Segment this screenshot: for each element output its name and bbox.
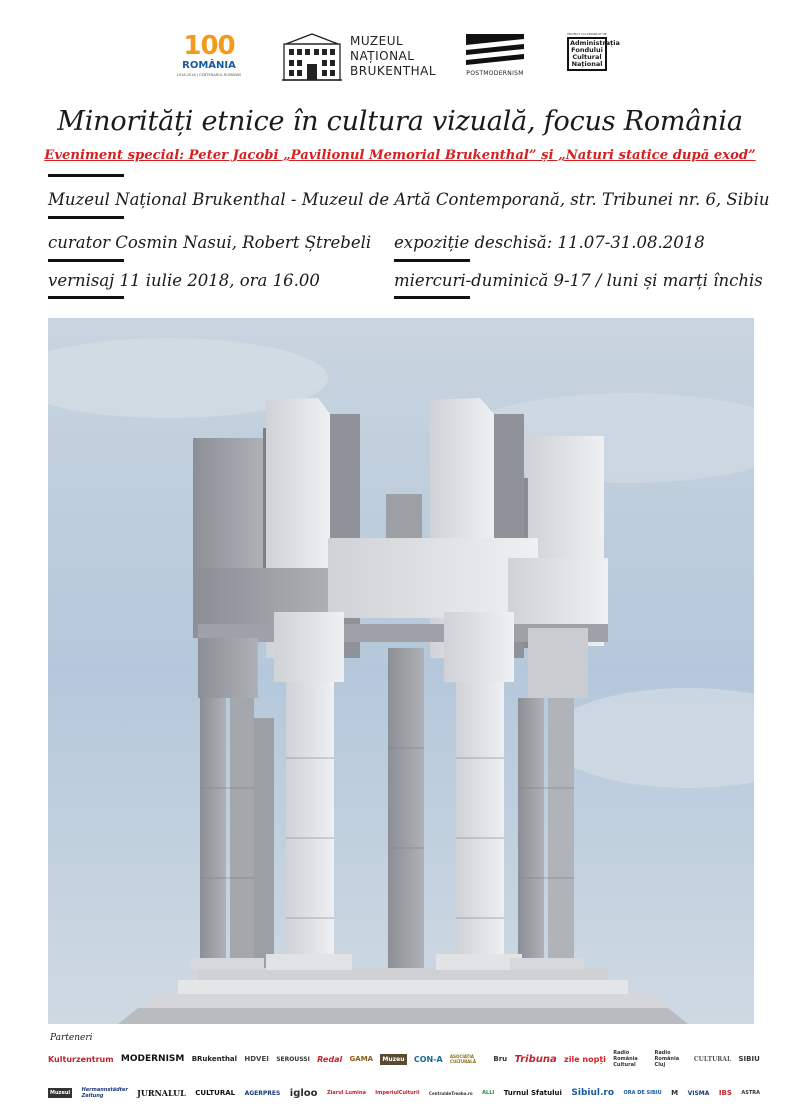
afcn-line2: Fondului	[571, 46, 603, 54]
centenary-number: 100	[183, 31, 235, 61]
partner-logo: CON-A	[413, 1054, 443, 1064]
centenary-logo	[176, 32, 242, 84]
divider-bar	[394, 296, 470, 299]
partner-logo: BRukenthal	[191, 1055, 238, 1063]
afcn-line4: Național	[571, 60, 603, 68]
poster-title: Minorități etnice în cultura vizuală, focus România	[57, 106, 743, 137]
partner-logo: Bru	[493, 1055, 508, 1063]
opening-text: vernisaj 11 iulie 2018, ora 16.00	[48, 271, 320, 290]
partner-logo: M	[671, 1089, 679, 1097]
divider-bar	[48, 259, 124, 262]
partner-logo: AGERPRES	[244, 1089, 281, 1097]
partners-label: Parteneri	[50, 1033, 93, 1043]
logo-row	[0, 32, 800, 88]
partner-logo: CentruldeTreaba.ro	[429, 1090, 473, 1096]
hours-text: miercuri-duminică 9-17 / luni și marți închis	[394, 271, 763, 290]
partner-logo: Redal	[317, 1054, 343, 1064]
partner-logo: ASTRA	[741, 1090, 760, 1096]
divider-bar	[48, 174, 124, 177]
partners-row-1	[48, 1046, 760, 1072]
museum-line2: NAȚIONAL	[350, 49, 415, 63]
divider-bar	[48, 216, 124, 219]
partner-logo: VISMA	[687, 1089, 710, 1097]
museum-line1: MUZEUL	[350, 34, 404, 48]
afcn-line3: Cultural	[572, 53, 602, 61]
partner-logo: ImperiulCulturii	[375, 1090, 420, 1096]
postmodernism-mark-icon	[464, 32, 526, 72]
partner-logo: HDVEI	[244, 1055, 269, 1063]
museum-logo	[280, 32, 450, 84]
postmodernism-label: POSTMODERNISM	[466, 70, 524, 77]
partner-logo: JURNALUL	[137, 1088, 186, 1098]
divider-bar	[394, 259, 470, 262]
partner-logo: zile nopți	[564, 1054, 606, 1064]
partner-logo: ASOCIAȚIA CULTURALĂ	[450, 1054, 476, 1064]
centenary-name: ROMÂNIA	[182, 60, 236, 71]
afcn-caption: PROIECT CO-FINANȚAT DE	[567, 32, 607, 36]
partner-logo: Radio România Cultural	[613, 1050, 638, 1068]
partner-logo: Turnul Sfatului	[503, 1089, 562, 1097]
partner-logo: igloo	[289, 1087, 318, 1099]
postmodernism-logo	[464, 32, 526, 84]
partner-logo: Ziarul Lumina	[327, 1090, 366, 1096]
partner-logo: CULTURAL	[195, 1089, 236, 1097]
partner-logo: MODERNISM	[120, 1054, 185, 1064]
partner-logo: Muzeu	[382, 1055, 405, 1063]
partner-logo: Kulturzentrum	[48, 1054, 114, 1064]
partner-logo: SEROUSSI	[276, 1055, 310, 1063]
partner-logo: GAMA	[349, 1055, 374, 1063]
partner-logo: Tribuna	[514, 1053, 557, 1065]
curator-text: curator Cosmin Nasui, Robert Ștrebeli	[48, 233, 372, 252]
afcn-line1: Administrația	[570, 39, 620, 47]
divider-bar	[48, 296, 124, 299]
partner-logo: Hermannstädter Zeitung	[81, 1087, 128, 1099]
partner-logo: CULTURAL	[693, 1055, 732, 1063]
partner-logo: IBS	[718, 1089, 732, 1097]
centenary-caption: 1918-2018 | CENTENARUL ROMÂNIEI	[176, 73, 242, 77]
partner-logo: ORA DE SIBIU	[623, 1090, 662, 1096]
venue-text: Muzeul Național Brukenthal - Muzeul de Artă Contemporană, str. Tribunei nr. 6, Sibiu	[48, 190, 770, 209]
partner-logo: SIBIU	[738, 1055, 760, 1063]
sculpture-photo	[48, 318, 754, 1024]
afcn-logo	[565, 32, 620, 82]
exhibition-dates-text: expoziție deschisă: 11.07-31.08.2018	[394, 233, 705, 252]
poster-subtitle: Eveniment special: Peter Jacobi „Pavilionul Memorial Brukenthal” și „Naturi statice după exod”	[44, 148, 756, 163]
partners-row-2	[48, 1080, 760, 1106]
partner-logo: ALLI	[482, 1090, 495, 1096]
partner-logo: Radio România Cluj	[654, 1050, 680, 1068]
museum-line3: BRUKENTHAL	[350, 64, 437, 78]
museum-building-icon	[280, 32, 344, 84]
partner-logo: Muzeul	[50, 1090, 71, 1096]
partner-logo: Sibiul.ro	[571, 1088, 615, 1098]
